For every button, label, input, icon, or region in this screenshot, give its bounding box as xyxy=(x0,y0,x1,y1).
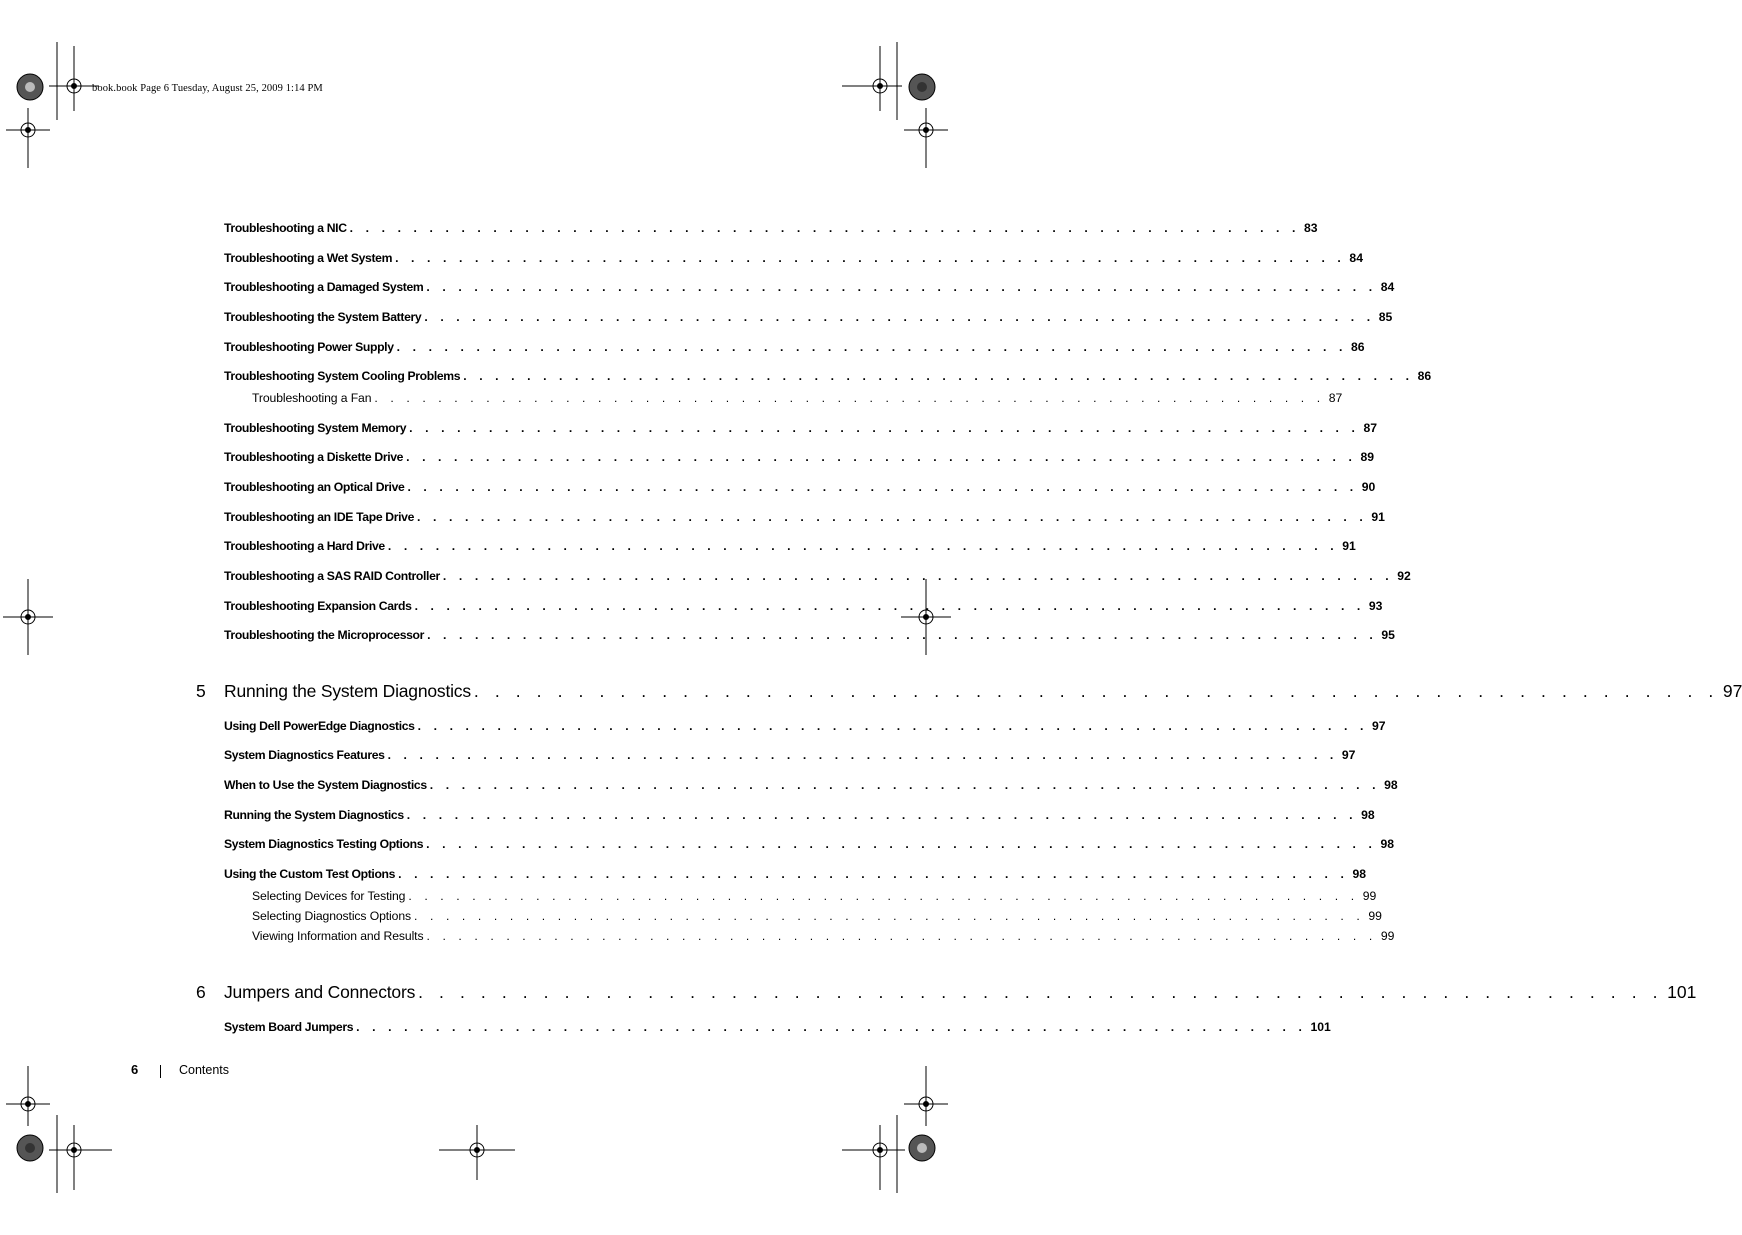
chapter-title: Jumpers and Connectors xyxy=(224,982,416,1002)
toc-entry[interactable] xyxy=(224,628,1395,642)
dot-leader: . . . . . . . . . . . . . . . . . . . . . . . . . . . . . . . . . . . . . . . . . . . . . . . . . . . . . . . . . . . . xyxy=(429,778,1381,792)
toc-entry-title: Using the Custom Test Options xyxy=(224,867,396,881)
toc-entry-page: 86 xyxy=(1417,369,1432,383)
toc-entry[interactable] xyxy=(224,480,1376,494)
toc-entry-title: Troubleshooting a Fan xyxy=(252,391,372,405)
toc-entry-title: Selecting Devices for Testing xyxy=(252,889,406,903)
dot-leader: . . . . . . . . . . . . . . . . . . . . . . . . . . . . . . . . . . . . . . . . . . . . . . . . . . . . . . . . . . . . xyxy=(374,391,1325,405)
toc-entry-page: 92 xyxy=(1397,569,1411,583)
dot-leader: . . . . . . . . . . . . . . . . . . . . . . . . . . . . . . . . . . . . . . . . . . . . . . . . . . . . . . . . . . . . xyxy=(424,310,1375,324)
print-header: book.book Page 6 Tuesday, August 25, 2009 1:14 PM xyxy=(92,83,323,94)
dot-leader: . . . . . . . . . . . . . . . . . . . . . . . . . . . . . . . . . . . . . . . . . . . . . . . . . . . . . . . . . . . . xyxy=(387,748,1338,762)
chapter-page: 101 xyxy=(1667,982,1697,1002)
dot-leader: . . . . . . . . . . . . . . . . . . . . . . . . . . . . . . . . . . . . . . . . . . . . . . . . . . . . . . . . . . . . xyxy=(395,251,1346,265)
toc-entry[interactable] xyxy=(224,251,1363,265)
toc-entry-page: 91 xyxy=(1371,510,1385,524)
toc-entry-title: Selecting Diagnostics Options xyxy=(252,909,412,923)
toc-entry-title: Troubleshooting a Wet System xyxy=(224,251,393,265)
toc-entry-title: Troubleshooting an IDE Tape Drive xyxy=(224,510,415,524)
toc-entry[interactable] xyxy=(224,1020,1331,1034)
toc-entry-title: Troubleshooting an Optical Drive xyxy=(224,480,405,494)
toc-entry-title: When to Use the System Diagnostics xyxy=(224,778,427,792)
toc-entry-title: Troubleshooting a NIC xyxy=(224,221,347,235)
toc-entry-page: 89 xyxy=(1360,450,1375,464)
toc-entry-page: 95 xyxy=(1381,628,1395,642)
chapter-title: Running the System Diagnostics xyxy=(224,681,471,701)
dot-leader: . . . . . . . . . . . . . . . . . . . . . . . . . . . . . . . . . . . . . . . . . . . . . . . . . . . . . . . . . . . . xyxy=(463,369,1414,383)
dot-leader: . . . . . . . . . . . . . . . . . . . . . . . . . . . . . . . . . . . . . . . . . . . . . . . . . . . . . . . . . . . . xyxy=(349,221,1300,235)
toc-entry-page: 86 xyxy=(1350,340,1365,354)
toc-entry-title: Troubleshooting a SAS RAID Controller xyxy=(224,569,440,583)
toc-entry[interactable] xyxy=(224,310,1393,324)
dot-leader: . . . . . . . . . . . . . . . . . . . . . . . . . . . . . . . . . . . . . . . . . . . . . . . . . . . . . . . . . . . . xyxy=(426,929,1377,943)
toc-entry-title: Troubleshooting the Microprocessor xyxy=(224,628,425,642)
toc-entry-page: 84 xyxy=(1380,280,1395,294)
toc-entry[interactable] xyxy=(224,808,1375,822)
toc-entry[interactable] xyxy=(224,280,1395,294)
toc-entry-title: Using Dell PowerEdge Diagnostics xyxy=(224,719,415,733)
dot-leader: . . . . . . . . . . . . . . . . . . . . . . . . . . . . . . . . . . . . . . . . . . . . . . . . . . . . . . . . . . . . xyxy=(387,539,1339,553)
footer-page-number: 6 xyxy=(131,1062,139,1077)
toc-entry[interactable] xyxy=(224,221,1318,235)
toc-entry-title: Troubleshooting Expansion Cards xyxy=(224,599,412,613)
toc-entry[interactable] xyxy=(224,748,1356,762)
chapter-number: 5 xyxy=(196,681,206,701)
toc-subentry[interactable] xyxy=(252,889,1377,903)
dot-leader: . . . . . . . . . . . . . . . . . . . . . . . . . . . . . . . . . . . . . . . . . . . . . . . . . . . . . . . . . . . . xyxy=(414,599,1365,613)
dot-leader: . . . . . . . . . . . . . . . . . . . . . . . . . . . . . . . . . . . . . . . . . . . . . . . . . . . . . . . . . . . . xyxy=(407,480,1358,494)
toc-entry-title: Troubleshooting a Diskette Drive xyxy=(224,450,404,464)
toc-entry[interactable] xyxy=(224,369,1432,383)
toc-entry-page: 98 xyxy=(1361,808,1375,822)
toc-entry-page: 98 xyxy=(1384,778,1398,792)
toc-subentry[interactable] xyxy=(252,929,1395,943)
toc-subentry[interactable] xyxy=(252,391,1343,405)
dot-leader: . . . . . . . . . . . . . . . . . . . . . . . . . . . . . . . . . . . . . . . . . . . . . . . . . . . . . . . . . . . . xyxy=(396,340,1347,354)
toc-entry[interactable] xyxy=(224,340,1365,354)
toc-entry[interactable] xyxy=(224,719,1386,733)
toc-entry[interactable] xyxy=(224,569,1411,583)
toc-entry-title: Viewing Information and Results xyxy=(252,929,424,943)
dot-leader: . . . . . . . . . . . . . . . . . . . . . . . . . . . . . . . . . . . . . . . . . . . . . . . . . . . . . . . . . . . . xyxy=(409,421,1360,435)
toc-entry-title: Troubleshooting the System Battery xyxy=(224,310,422,324)
chapter-page: 97 xyxy=(1722,681,1742,701)
toc-entry-title: System Diagnostics Features xyxy=(224,748,385,762)
dot-leader: . . . . . . . . . . . . . . . . . . . . . . . . . . . . . . . . . . . . . . . . . . . . . . . . . . . . . . . . . . . . xyxy=(356,1020,1307,1034)
toc-entry-page: 99 xyxy=(1380,929,1395,943)
toc-entry-page: 87 xyxy=(1363,421,1378,435)
toc-entry-page: 97 xyxy=(1341,748,1356,762)
toc-entry-page: 98 xyxy=(1380,837,1395,851)
dot-leader: . . . . . . . . . . . . . . . . . . . . . . . . . . . . . . . . . . . . . . . . . . . . . . . . . . . . . . . . . . . . xyxy=(426,837,1377,851)
toc-entry-page: 93 xyxy=(1368,599,1383,613)
dot-leader: . . . . . . . . . . . . . . . . . . . . . . . . . . . . . . . . . . . . . . . . . . . . . . . . . . . . . . . . . . . . xyxy=(417,719,1368,733)
dot-leader: . . . . . . . . . . . . . . . . . . . . . . . . . . . . . . . . . . . . . . . . . . . . . . . . . . . . . . . . . . . . xyxy=(427,628,1378,642)
footer-section-label: Contents xyxy=(179,1063,230,1077)
toc-entry-page: 99 xyxy=(1368,909,1382,923)
toc-entry-page: 101 xyxy=(1310,1020,1331,1034)
dot-leader: . . . . . . . . . . . . . . . . . . . . . . . . . . . . . . . . . . . . . . . . . . . . . . . . . . . . . . . . . . . . xyxy=(426,280,1377,294)
dot-leader: . . . . . . . . . . . . . . . . . . . . . . . . . . . . . . . . . . . . . . . . . . . . . . . . . . . . . . . . . . . . xyxy=(418,982,1664,1002)
dot-leader: . . . . . . . . . . . . . . . . . . . . . . . . . . . . . . . . . . . . . . . . . . . . . . . . . . . . . . . . . . . . xyxy=(473,681,1719,701)
dot-leader: . . . . . . . . . . . . . . . . . . . . . . . . . . . . . . . . . . . . . . . . . . . . . . . . . . . . . . . . . . . . xyxy=(408,889,1359,903)
toc-entry-title: Troubleshooting System Memory xyxy=(224,421,407,435)
toc-entry-title: Running the System Diagnostics xyxy=(224,808,404,822)
toc-entry-title: Troubleshooting Power Supply xyxy=(224,340,394,354)
toc-entry-page: 90 xyxy=(1361,480,1376,494)
chapter-heading-5[interactable] xyxy=(196,681,1742,702)
toc-entry-title: System Board Jumpers xyxy=(224,1020,354,1034)
toc-entry-page: 87 xyxy=(1328,391,1343,405)
toc-entry-title: Troubleshooting System Cooling Problems xyxy=(224,369,461,383)
toc-entry-page: 99 xyxy=(1362,889,1377,903)
toc-entry-page: 84 xyxy=(1349,251,1363,265)
toc-entry[interactable] xyxy=(224,837,1395,851)
toc-entry[interactable] xyxy=(224,421,1378,435)
toc-entry[interactable] xyxy=(224,778,1398,792)
toc-entry-page: 97 xyxy=(1371,719,1386,733)
dot-leader: . . . . . . . . . . . . . . . . . . . . . . . . . . . . . . . . . . . . . . . . . . . . . . . . . . . . . . . . . . . . xyxy=(406,450,1357,464)
footer-divider xyxy=(160,1065,161,1078)
toc-entry-page: 91 xyxy=(1342,539,1356,553)
toc-entry-page: 85 xyxy=(1378,310,1393,324)
chapter-heading-6[interactable] xyxy=(196,982,1697,1003)
toc-entry-page: 83 xyxy=(1304,221,1318,235)
toc-entry[interactable] xyxy=(224,450,1375,464)
toc-entry[interactable] xyxy=(224,510,1385,524)
toc-entry-page: 98 xyxy=(1352,867,1366,881)
dot-leader: . . . . . . . . . . . . . . . . . . . . . . . . . . . . . . . . . . . . . . . . . . . . . . . . . . . . . . . . . . . . xyxy=(442,569,1394,583)
dot-leader: . . . . . . . . . . . . . . . . . . . . . . . . . . . . . . . . . . . . . . . . . . . . . . . . . . . . . . . . . . . . xyxy=(414,909,1365,923)
chapter-number: 6 xyxy=(196,982,206,1002)
toc-entry-title: Troubleshooting a Damaged System xyxy=(224,280,424,294)
toc-entry[interactable] xyxy=(224,867,1366,881)
dot-leader: . . . . . . . . . . . . . . . . . . . . . . . . . . . . . . . . . . . . . . . . . . . . . . . . . . . . . . . . . . . . xyxy=(398,867,1349,881)
toc-entry-title: System Diagnostics Testing Options xyxy=(224,837,424,851)
toc-entry-title: Troubleshooting a Hard Drive xyxy=(224,539,385,553)
dot-leader: . . . . . . . . . . . . . . . . . . . . . . . . . . . . . . . . . . . . . . . . . . . . . . . . . . . . . . . . . . . . xyxy=(417,510,1368,524)
dot-leader: . . . . . . . . . . . . . . . . . . . . . . . . . . . . . . . . . . . . . . . . . . . . . . . . . . . . . . . . . . . . xyxy=(406,808,1358,822)
toc-entry[interactable] xyxy=(224,539,1356,553)
toc-entry[interactable] xyxy=(224,599,1383,613)
toc-subentry[interactable] xyxy=(252,909,1382,923)
